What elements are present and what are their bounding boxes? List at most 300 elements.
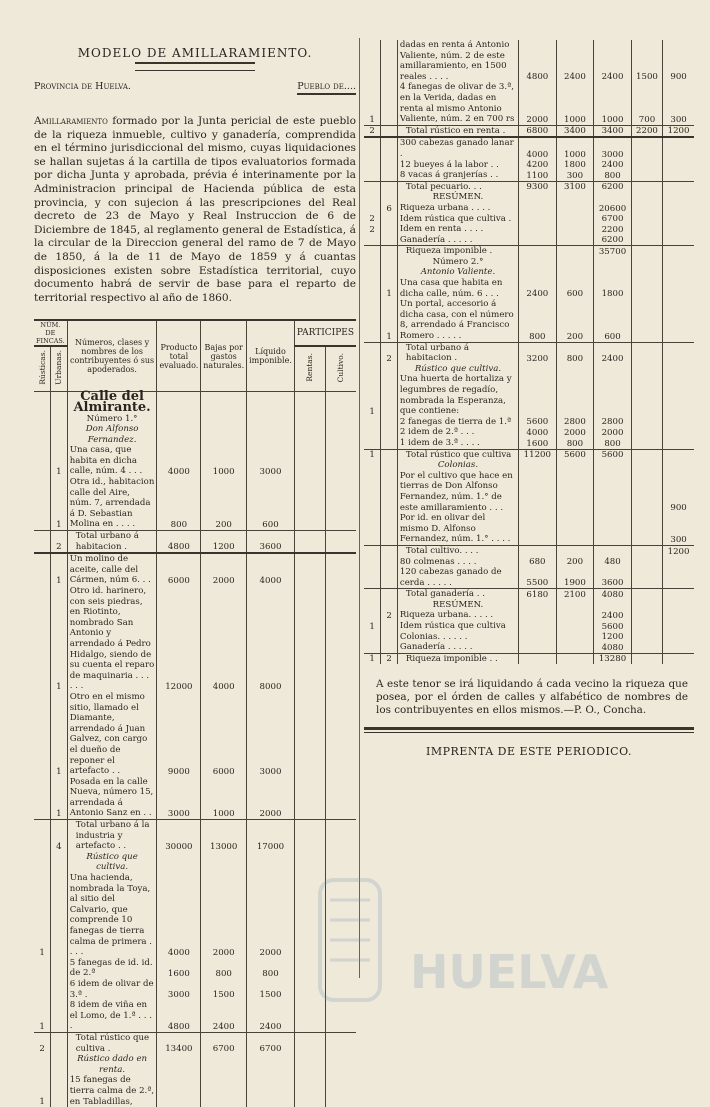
table-row: [364, 267, 694, 278]
cell-liquido: 6700: [594, 214, 632, 225]
cell-rusticas: 2: [34, 1032, 51, 1054]
cell-producto: [157, 392, 201, 414]
cell-bajas: 200: [201, 477, 247, 530]
table-row: [364, 125, 694, 137]
cell-description: Riqueza urbana. . . . .: [397, 610, 518, 621]
cell-rentas: [294, 477, 325, 530]
cell-rentas: [631, 160, 662, 171]
cell-urbanas: [381, 181, 398, 192]
cell-urbanas: [381, 600, 398, 611]
cell-description: 12 bueyes á la labor . .: [397, 160, 518, 171]
cell-rentas: [294, 1054, 325, 1075]
cell-cultivo: [325, 1075, 356, 1107]
cell-liquido: 5600: [594, 621, 632, 632]
cell-bajas: [201, 414, 247, 425]
cell-liquido: 2400: [247, 1000, 295, 1032]
cell-producto: [519, 214, 557, 225]
cell-producto: 6800: [519, 125, 557, 137]
cell-liquido: 8000: [247, 586, 295, 692]
table-row: [364, 417, 694, 428]
cell-rentas: [631, 567, 662, 589]
cell-liquido: 2000: [594, 427, 632, 438]
table-row: [364, 621, 694, 632]
cell-description: Total pecuario. . .: [397, 181, 518, 192]
cell-description: 8 idem de viña en el Lomo, de 1.ª . . . .: [67, 1000, 157, 1032]
cell-producto: 5500: [519, 567, 557, 589]
cell-liquido: 13280: [594, 653, 632, 664]
cell-urbanas: [381, 374, 398, 416]
cell-description: 4 fanegas de olivar de 3.ª, en la Verida, dadas en renta al mismo Antonio Valiente, núm. 2 en 700 rs: [397, 82, 518, 125]
table-row: [34, 424, 356, 445]
cell-cultivo: [663, 374, 694, 416]
cell-liquido: 480: [594, 557, 632, 568]
cell-producto: [519, 257, 557, 268]
cell-bajas: 1200: [201, 531, 247, 554]
cell-rusticas: 2: [364, 125, 381, 137]
cell-bajas: [556, 621, 594, 632]
cell-description: Rústico que cultiva.: [67, 852, 157, 873]
cell-liquido: 600: [594, 299, 632, 342]
cell-description: Por id. en olivar del mismo D. Alfonso Fernandez, núm. 1.° . . . .: [397, 513, 518, 545]
cell-cultivo: [663, 257, 694, 268]
cell-urbanas: [381, 364, 398, 375]
cell-urbanas: 1: [51, 477, 68, 530]
col-participes: PARTICIPES: [294, 320, 356, 346]
cell-description: 80 colmenas . . . .: [397, 557, 518, 568]
table-row: [364, 224, 694, 235]
cell-rentas: [294, 873, 325, 958]
cell-rusticas: [364, 513, 381, 545]
cell-description: Posada en la calle Nueva, número 15, arrendada á Antonio Sanz en . .: [67, 777, 157, 820]
cell-description: Una casa que habita en dicha calle, núm. 6 . . .: [397, 278, 518, 299]
cell-liquido: 3000: [594, 137, 632, 159]
cell-rusticas: [34, 692, 51, 777]
cell-rusticas: [364, 642, 381, 653]
cell-bajas: 1000: [556, 82, 594, 125]
cell-producto: [519, 600, 557, 611]
cell-description: RESÚMEN.: [397, 600, 518, 611]
intro-text: formado por la Junta pericial de este pueblo de la riqueza inmueble, cultivo y ganadería, comprendida en el término jurisdiccional del mismo, cuyas liquidaciones se hallan sujetas á la cartilla de tipos evaluatorios formada por dicha Junta y aprobada, prévia é interinamente por la Administracion principal de Hacienda pública de esta provincia, y con sujecion á las prescripciones del Real decreto de 23 de Mayo y Real Instruccion de 6 de Diciembre de 1845, al reglamento general de Estadística, á la circular de la Direccion general del ramo de 7 de Mayo de 1850, á la de 11 de Mayo de 1859 y á cuantas disposiciones existen sobre Estadística territorial, cuyo documento habrá de servir de base para el reparto de territorial respectivo al año de 1860.: [34, 115, 356, 304]
cell-bajas: 200: [556, 557, 594, 568]
cell-producto: 800: [519, 299, 557, 342]
cell-description: 2 fanegas de tierra de 1.ª: [397, 417, 518, 428]
cell-rentas: [631, 427, 662, 438]
intro-paragraph: [34, 115, 356, 305]
col-cultivo: Cultivo.: [336, 353, 346, 383]
cell-producto: [519, 653, 557, 664]
cell-rusticas: [364, 267, 381, 278]
cell-bajas: [556, 545, 594, 556]
table-row: [34, 414, 356, 425]
cell-cultivo: 300: [663, 82, 694, 125]
cell-rentas: [631, 181, 662, 192]
table-row: [364, 427, 694, 438]
title-ornament: [135, 62, 255, 71]
cell-producto: [157, 852, 201, 873]
table-row: [34, 873, 356, 958]
cell-urbanas: [381, 82, 398, 125]
table-row: [364, 600, 694, 611]
cell-liquido: 20600: [594, 203, 632, 214]
cell-liquido: [594, 192, 632, 203]
cell-rusticas: 1: [39, 1097, 45, 1107]
cell-liquido: 5600: [594, 449, 632, 460]
cell-rusticas: 1: [369, 114, 375, 125]
cell-rentas: [631, 342, 662, 364]
table-row: [364, 374, 694, 416]
table-row: [364, 567, 694, 589]
cell-rentas: [631, 545, 662, 556]
cell-producto: [519, 364, 557, 375]
cell-urbanas: [51, 1000, 68, 1032]
cell-urbanas: [381, 438, 398, 449]
right-table: [364, 40, 694, 664]
cell-producto: 9000: [157, 692, 201, 777]
cell-urbanas: [51, 1075, 68, 1107]
cell-bajas: 2400: [556, 40, 594, 82]
cell-urbanas: [51, 873, 68, 958]
cell-rentas: [294, 1032, 325, 1054]
cell-bajas: [556, 374, 594, 416]
cell-rentas: [631, 374, 662, 416]
cell-bajas: 600: [556, 278, 594, 299]
cell-liquido: 3400: [594, 125, 632, 137]
table-row: [34, 1075, 356, 1107]
cell-description: Un portal, accesorio á dicha casa, con el número 8, arrendado á Francisco Romero . . . . .: [397, 299, 518, 342]
cell-producto: 4000: [519, 137, 557, 159]
cell-rentas: [294, 958, 325, 979]
cell-liquido: 6200: [594, 181, 632, 192]
cell-producto: 4000: [519, 427, 557, 438]
cell-cultivo: [663, 460, 694, 471]
col-rusticas: Rústicas.: [37, 350, 47, 386]
cell-urbanas: [381, 567, 398, 589]
cell-bajas: 3400: [556, 125, 594, 137]
cell-cultivo: [663, 653, 694, 664]
cell-rentas: [631, 449, 662, 460]
cell-cultivo: [663, 449, 694, 460]
cell-rusticas: 2: [369, 224, 375, 235]
cell-description: Total urbano á la industria y artefacto . .: [67, 820, 157, 852]
cell-bajas: [556, 460, 594, 471]
cell-producto: [519, 632, 557, 643]
cell-cultivo: [325, 1054, 356, 1075]
cell-rentas: [294, 777, 325, 820]
cell-description: Una hacienda, nombrada la Toya, al sitio del Calvario, que comprende 10 fanegas de tierra calma de primera . . . .: [67, 873, 157, 958]
table-row: [364, 642, 694, 653]
table-row: [364, 342, 694, 364]
cell-cultivo: [325, 1000, 356, 1032]
cell-liquido: 4080: [594, 589, 632, 600]
cell-liquido: [594, 600, 632, 611]
cell-rentas: [294, 1075, 325, 1107]
cell-description: Otro en el mismo sitio, llamado el Diamante, arrendado á Juan Galvez, con cargo el dueño de reponer el artefacto . .: [67, 692, 157, 777]
cell-rusticas: [34, 958, 51, 979]
table-row: [34, 392, 356, 414]
cell-producto: [519, 471, 557, 513]
cell-description: 120 cabezas ganado de cerda . . . . .: [397, 567, 518, 589]
cell-rentas: [631, 642, 662, 653]
cell-description: 1 idem de 3.ª . . . .: [397, 438, 518, 449]
col-liquido: Líquido imponible.: [247, 320, 295, 392]
cell-bajas: [556, 214, 594, 225]
cell-rusticas: [364, 192, 381, 203]
page-title: MODELO DE AMILLARAMIENTO.: [77, 46, 313, 60]
cell-cultivo: [663, 600, 694, 611]
cell-urbanas: [381, 235, 398, 246]
cell-urbanas: [381, 257, 398, 268]
intro-lead: Amillaramiento: [34, 115, 108, 127]
cell-rentas: [294, 692, 325, 777]
cell-bajas: 2800: [556, 417, 594, 428]
cell-cultivo: [325, 777, 356, 820]
cell-bajas: 800: [201, 958, 247, 979]
cell-bajas: 4000: [201, 586, 247, 692]
cell-rusticas: 1: [364, 653, 381, 664]
cell-liquido: 1000: [594, 82, 632, 125]
cell-liquido: [594, 513, 632, 545]
table-row: [364, 364, 694, 375]
cell-rusticas: [364, 610, 381, 621]
cell-urbanas: 1: [51, 553, 68, 586]
cell-rusticas: [364, 170, 381, 181]
cell-rusticas: [364, 246, 381, 257]
cell-producto: 6180: [519, 589, 557, 600]
cell-producto: [519, 610, 557, 621]
cell-bajas: 200: [556, 299, 594, 342]
cell-producto: [519, 513, 557, 545]
watermark-text: HUELVA: [410, 945, 609, 999]
cell-rentas: [294, 852, 325, 873]
cell-rentas: [631, 460, 662, 471]
cell-bajas: 2400: [201, 1000, 247, 1032]
cell-rentas: [631, 170, 662, 181]
cell-urbanas: 2: [381, 342, 398, 364]
cell-rusticas: [34, 424, 51, 445]
cell-producto: [519, 460, 557, 471]
table-row: [34, 820, 356, 852]
table-row: [34, 531, 356, 554]
cell-rentas: [631, 246, 662, 257]
cell-urbanas: [381, 417, 398, 428]
cell-rusticas: [364, 600, 381, 611]
cell-cultivo: 300: [663, 513, 694, 545]
cell-cultivo: [325, 692, 356, 777]
left-table: [34, 319, 356, 1107]
cell-bajas: [556, 224, 594, 235]
cell-liquido: 600: [247, 477, 295, 530]
table-row: [34, 1032, 356, 1054]
table-row: [34, 979, 356, 1000]
cell-urbanas: [51, 852, 68, 873]
cell-rusticas: [364, 342, 381, 364]
cell-liquido: 6200: [594, 235, 632, 246]
closing-paragraph: A este tenor se irá liquidando á cada vecino la riqueza que posea, por el órden de calles y alfabético de nombres de los contribuyentes en ellos mismos.—P. O., Concha.: [376, 678, 688, 717]
cell-description: Total urbano á habitacion .: [67, 531, 157, 554]
cell-description: Ganadería . . . . .: [397, 235, 518, 246]
cell-description: Una casa, que habita en dicha calle, núm. 4 . . .: [67, 445, 157, 477]
cell-liquido: 3600: [247, 531, 295, 554]
cell-rentas: [631, 214, 662, 225]
cell-bajas: 2000: [201, 873, 247, 958]
table-row: [364, 192, 694, 203]
cell-producto: 3200: [519, 342, 557, 364]
cell-producto: 5600: [519, 417, 557, 428]
cell-liquido: 2400: [594, 160, 632, 171]
cell-liquido: [247, 1054, 295, 1075]
cell-description: 8 vacas á granjerías . .: [397, 170, 518, 181]
cell-urbanas: [381, 642, 398, 653]
cell-description: Un molino de aceite, calle del Cármen, núm 6. . .: [67, 553, 157, 586]
cell-liquido: 4080: [594, 642, 632, 653]
cell-rentas: [631, 364, 662, 375]
cell-bajas: 1900: [556, 567, 594, 589]
cell-producto: [519, 224, 557, 235]
cell-producto: [519, 235, 557, 246]
cell-urbanas: [51, 958, 68, 979]
cell-bajas: [556, 267, 594, 278]
cell-bajas: [201, 1054, 247, 1075]
cell-bajas: [201, 392, 247, 414]
cell-rusticas: [364, 278, 381, 299]
cell-rusticas: [34, 852, 51, 873]
cell-rusticas: [364, 364, 381, 375]
cell-bajas: [556, 192, 594, 203]
table-row: [364, 278, 694, 299]
cell-rusticas: [364, 567, 381, 589]
cell-rusticas: [34, 979, 51, 1000]
table-row: [364, 545, 694, 556]
cell-bajas: [556, 471, 594, 513]
cell-description: Colonias. . . . . .: [397, 632, 518, 643]
cell-description: 2 idem de 2.ª . . .: [397, 427, 518, 438]
cell-producto: 4800: [519, 40, 557, 82]
cell-rentas: [631, 224, 662, 235]
cell-rusticas: 1: [369, 621, 375, 632]
cell-rusticas: [364, 427, 381, 438]
cell-rusticas: [364, 632, 381, 643]
cell-rusticas: [364, 557, 381, 568]
cell-rentas: [631, 278, 662, 299]
cell-rentas: [294, 586, 325, 692]
cell-description: Total ganadería . .: [397, 589, 518, 600]
imprenta-label: IMPRENTA DE ESTE PERIODICO.: [426, 745, 632, 759]
cell-cultivo: [663, 567, 694, 589]
cell-description: 6 idem de olivar de 3.ª .: [67, 979, 157, 1000]
cell-cultivo: [325, 477, 356, 530]
cell-liquido: [594, 471, 632, 513]
cell-urbanas: 1: [381, 299, 398, 342]
cell-rusticas: [364, 438, 381, 449]
cell-producto: 13400: [157, 1032, 201, 1054]
cell-liquido: 2200: [594, 224, 632, 235]
cell-description: Total rústico en renta .: [397, 125, 518, 137]
cell-rentas: [631, 203, 662, 214]
cell-urbanas: [51, 414, 68, 425]
cell-cultivo: [663, 557, 694, 568]
cell-producto: 1600: [519, 438, 557, 449]
cell-liquido: 6700: [247, 1032, 295, 1054]
cell-bajas: 5600: [556, 449, 594, 460]
cell-rentas: [631, 600, 662, 611]
right-column: [364, 40, 694, 758]
cell-producto: 3000: [157, 777, 201, 820]
table-row: [364, 632, 694, 643]
cell-rusticas: [364, 203, 381, 214]
cell-rentas: [294, 424, 325, 445]
cell-cultivo: [325, 873, 356, 958]
cell-cultivo: [325, 531, 356, 554]
cell-rentas: [631, 621, 662, 632]
col-fincas: NÚM. DE FINCAS.: [34, 320, 67, 346]
cell-liquido: [594, 374, 632, 416]
cell-rusticas: [364, 235, 381, 246]
cell-liquido: [247, 852, 295, 873]
cell-producto: 6000: [157, 553, 201, 586]
cell-rentas: [631, 299, 662, 342]
cell-rusticas: [34, 445, 51, 477]
cell-description: Total cultivo. . . .: [397, 545, 518, 556]
cell-description: Total urbano á habitacion .: [397, 342, 518, 364]
cell-rusticas: [34, 477, 51, 530]
table-row: [364, 449, 694, 460]
cell-urbanas: 2: [381, 610, 398, 621]
cell-cultivo: [663, 214, 694, 225]
cell-bajas: 1800: [556, 160, 594, 171]
column-divider: [359, 38, 360, 978]
cell-cultivo: [325, 979, 356, 1000]
cell-description: Por el cultivo que hace en tierras de Don Alfonso Fernandez, núm. 1.° de este amillaramiento . . .: [397, 471, 518, 513]
cell-liquido: 800: [594, 438, 632, 449]
table-row: [364, 589, 694, 600]
cell-liquido: 1800: [594, 278, 632, 299]
cell-urbanas: 1: [51, 586, 68, 692]
cell-rusticas: 1: [39, 1021, 45, 1032]
cell-producto: [519, 246, 557, 257]
cell-rusticas: [364, 257, 381, 268]
table-row: [34, 553, 356, 586]
cell-cultivo: [663, 299, 694, 342]
cell-urbanas: [381, 192, 398, 203]
cell-bajas: 2100: [556, 589, 594, 600]
cell-liquido: [247, 392, 295, 414]
cell-cultivo: [663, 246, 694, 257]
cell-producto: [157, 1075, 201, 1107]
cell-producto: 4800: [157, 531, 201, 554]
cell-cultivo: [663, 224, 694, 235]
table-row: [364, 299, 694, 342]
cell-liquido: 1500: [247, 979, 295, 1000]
cell-cultivo: [325, 424, 356, 445]
cell-rentas: [631, 557, 662, 568]
cell-cultivo: [325, 553, 356, 586]
cell-description: Riqueza imponible . .: [397, 653, 518, 664]
cell-cultivo: [325, 445, 356, 477]
cell-cultivo: [663, 427, 694, 438]
cell-urbanas: [381, 449, 398, 460]
cell-bajas: [556, 600, 594, 611]
header-row: [34, 81, 356, 95]
cell-description: Número 1.°: [67, 414, 157, 425]
cell-producto: [519, 545, 557, 556]
cell-urbanas: 6: [381, 203, 398, 214]
cell-rentas: 2200: [631, 125, 662, 137]
cell-cultivo: 900: [663, 40, 694, 82]
cell-rusticas: [34, 820, 51, 852]
cell-bajas: [556, 632, 594, 643]
cell-producto: [157, 424, 201, 445]
cell-urbanas: [381, 632, 398, 643]
